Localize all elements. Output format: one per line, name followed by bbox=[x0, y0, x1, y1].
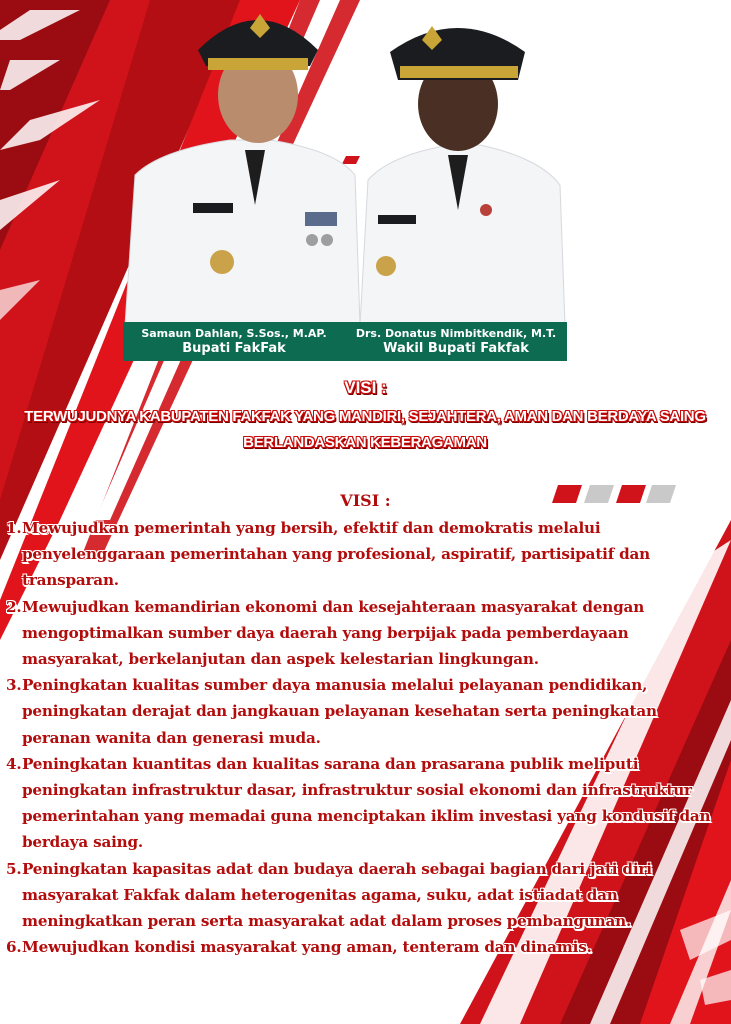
misi-item-text: Mewujudkan kondisi masyarakat yang aman, tenteram dan dinamis. bbox=[22, 938, 592, 957]
misi-item-text: Peningkatan kuantitas dan kualitas sarana dan prasarana publik meliputi peningkatan infrastruktur dasar, infrastruktur sosial ekonomi dan infrastruktur pemerintahan yang memadai guna menciptakan iklim investasi yang kondusif dan berdaya saing. bbox=[22, 754, 711, 852]
bupati-figure bbox=[125, 14, 360, 325]
wakil-bupati-name: Drs. Donatus Nimbitkendik, M.T. bbox=[355, 327, 557, 340]
misi-item: 6. Mewujudkan kondisi masyarakat yang aman, tenteram dan dinamis. bbox=[6, 938, 592, 957]
visi-heading: VISI : bbox=[344, 378, 387, 397]
misi-item-text: Peningkatan kualitas sumber daya manusia melalui pelayanan pendidikan, peningkatan derajat dan jangkauan pelayanan kesehatan serta peningkatan peranan wanita dan generasi muda. bbox=[22, 676, 657, 747]
wakil-bupati-role: Wakil Bupati Fakfak bbox=[383, 341, 529, 356]
wakil-bupati-figure bbox=[360, 26, 565, 325]
misi-item-text: Mewujudkan pemerintah yang bersih, efektif dan demokratis melalui penyelenggaraan pemerintahan yang profesional, aspiratif, partisipatif dan transparan. bbox=[22, 519, 651, 590]
misi-list bbox=[6, 515, 724, 960]
visi-text: TERWUJUDNYA KABUPATEN FAKFAK YANG MANDIRI, SEJAHTERA, AMAN DAN BERDAYA SAING BERLANDASKAN KEBERAGAMAN bbox=[24, 408, 706, 451]
misi-item: 2. Mewujudkan kemandirian ekonomi dan kesejahteraan masyarakat dengan mengoptimalkan sumber daya daerah yang berpijak pada pemberdayaan masyarakat, berkelanjutan dan aspek kelestarian lingkungan. bbox=[6, 597, 645, 669]
wakil-bupati-caption bbox=[345, 322, 567, 361]
bupati-caption bbox=[123, 322, 345, 361]
misi-item: 3. Peningkatan kualitas sumber daya manusia melalui pelayanan pendidikan, peningkatan derajat dan jangkauan pelayanan kesehatan serta peningkatan peranan wanita dan generasi muda. bbox=[6, 676, 657, 747]
decorative-blocks bbox=[552, 485, 676, 503]
misi-item-text: Mewujudkan kemandirian ekonomi dan kesejahteraan masyarakat dengan mengoptimalkan sumber daya daerah yang berpijak pada pemberdayaan masyarakat, berkelanjutan dan aspek kelestarian lingkungan. bbox=[22, 597, 645, 669]
misi-heading: VISI : bbox=[340, 491, 391, 510]
officials-caption-bar bbox=[123, 322, 567, 361]
misi-item: 5. Peningkatan kapasitas adat dan budaya daerah sebagai bagian dari jati diri masyarakat Fakfak dalam heterogenitas agama, suku, adat istiadat dan meningkatkan peran serta masyarakat adat dalam proses pembangunan. bbox=[6, 859, 652, 931]
misi-item: 4. Peningkatan kuantitas dan kualitas sarana dan prasarana publik meliputi peningkatan infrastruktur dasar, infrastruktur sosial ekonomi dan infrastruktur pemerintahan yang memadai guna menciptakan iklim investasi yang kondusif dan berdaya saing. bbox=[6, 754, 711, 852]
bupati-name: Samaun Dahlan, S.Sos., M.AP. bbox=[141, 327, 327, 340]
misi-item-text: Peningkatan kapasitas adat dan budaya daerah sebagai bagian dari jati diri masyarakat Fakfak dalam heterogenitas agama, suku, adat istiadat dan meningkatkan peran serta masyarakat adat dalam proses pembangunan. bbox=[22, 859, 652, 931]
misi-item: 1. Mewujudkan pemerintah yang bersih, efektif dan demokratis melalui penyelenggaraan pemerintahan yang profesional, aspiratif, partisipatif dan transparan. bbox=[6, 519, 651, 590]
officials-photo bbox=[120, 0, 570, 325]
bupati-role: Bupati FakFak bbox=[182, 341, 286, 356]
